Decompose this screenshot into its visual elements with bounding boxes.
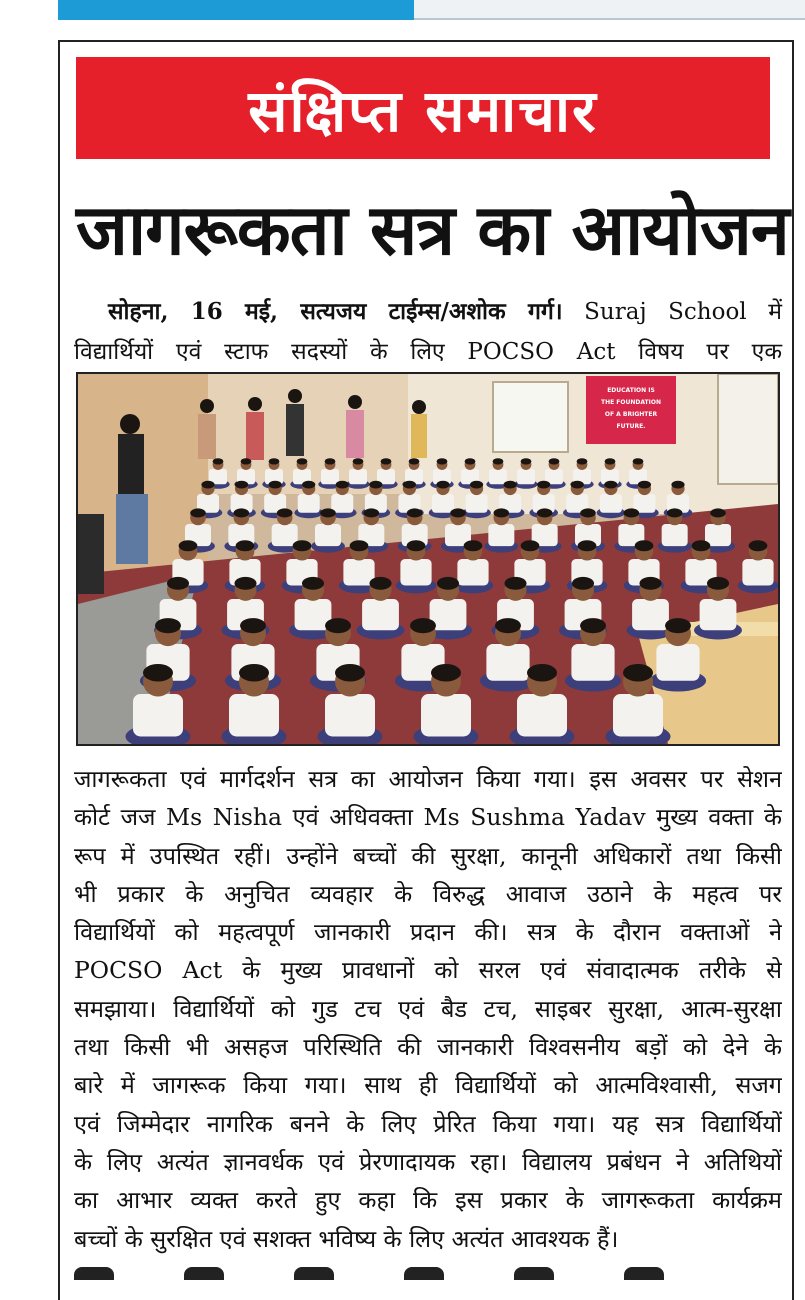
student-hair <box>407 540 426 551</box>
student-shirt <box>362 599 399 630</box>
student-hair <box>571 481 584 489</box>
student-shirt <box>432 494 454 513</box>
student-shirt <box>489 469 507 484</box>
student-shirt <box>742 559 773 586</box>
student-shirt <box>705 524 731 546</box>
student-hair <box>671 481 684 489</box>
poster-line-4: FUTURE. <box>616 423 646 430</box>
article-intro <box>74 292 782 372</box>
student-hair <box>710 508 726 517</box>
student-shirt <box>488 524 514 546</box>
intro-line-1 <box>74 292 782 332</box>
student-hair <box>431 664 461 682</box>
student-hair <box>369 577 391 590</box>
body-line: एवं जिम्मेदार नागरिक बनने के लिए प्रेरित किया गया। यह सत्र विद्यार्थियों <box>74 1109 782 1138</box>
student-hair <box>269 481 282 489</box>
student-shirt <box>466 494 488 513</box>
student-hair <box>521 458 532 464</box>
student-hair <box>325 458 336 464</box>
poster <box>586 376 676 444</box>
student-shirt <box>613 694 663 737</box>
article-body <box>74 760 782 1258</box>
student-hair <box>302 577 324 590</box>
student-hair <box>143 664 173 682</box>
student-shirt <box>272 524 298 546</box>
student-hair <box>409 458 420 464</box>
student-shirt <box>421 694 471 737</box>
student-shirt <box>315 524 341 546</box>
student-hair <box>605 458 616 464</box>
student-hair <box>297 458 308 464</box>
student-hair <box>381 458 392 464</box>
intro-line-1-rest: Suraj School में <box>584 299 782 325</box>
top-color-strip <box>58 0 414 20</box>
student-hair <box>667 508 683 517</box>
top-strip-divider <box>414 18 805 20</box>
student-hair <box>450 508 466 517</box>
student-shirt <box>229 694 279 737</box>
student-hair <box>692 540 711 551</box>
body-line: का आभार व्यक्त करते हुए कहा कि इस प्रकार के जागरूकता कार्यक्रम <box>74 1186 782 1215</box>
student-shirt <box>700 599 737 630</box>
student-hair <box>624 508 640 517</box>
student-hair <box>325 618 351 633</box>
student-hair <box>537 481 550 489</box>
student-hair <box>464 540 483 551</box>
student-hair <box>403 481 416 489</box>
student-shirt <box>321 469 339 484</box>
student-hair <box>577 458 588 464</box>
body-line: भी प्रकार के अनुचित व्यवहार के विरुद्ध आवाज उठाने के महत्व पर <box>74 879 782 908</box>
student-hair <box>527 664 557 682</box>
student-hair <box>201 481 214 489</box>
student-hair <box>353 458 364 464</box>
student-hair <box>707 577 729 590</box>
student-hair <box>336 481 349 489</box>
student-hair <box>241 458 252 464</box>
article-headline: जागरूकता सत्र का आयोजन <box>76 189 789 271</box>
body-line: जागरूकता एवं मार्गदर्शन सत्र का आयोजन किया गया। इस अवसर पर सेशन <box>74 765 782 793</box>
student-hair <box>155 618 181 633</box>
student-hair <box>494 508 510 517</box>
student-hair <box>179 540 198 551</box>
student-hair <box>549 458 560 464</box>
student-hair <box>436 481 449 489</box>
student-hair <box>293 540 312 551</box>
section-banner <box>76 57 770 159</box>
student-hair <box>277 508 293 517</box>
student-hair <box>437 577 459 590</box>
student-shirt <box>457 559 488 586</box>
student-shirt <box>298 494 320 513</box>
student-hair <box>335 664 365 682</box>
student-hair <box>364 508 380 517</box>
body-line: तथा किसी भी असहज परिस्थिति की जानकारी विश्वसनीय बड़ों को देने के <box>74 1033 782 1062</box>
student-hair <box>407 508 423 517</box>
poster-line-3: OF A BRIGHTER <box>604 411 658 418</box>
student-hair <box>493 458 504 464</box>
student-hair <box>578 540 597 551</box>
student-hair <box>623 664 653 682</box>
top-light-strip <box>414 0 805 20</box>
student-shirt <box>517 694 567 737</box>
student-hair <box>572 577 594 590</box>
banner-title: संक्षिप्त समाचार <box>248 76 598 145</box>
student-hair <box>236 540 255 551</box>
student-hair <box>504 577 526 590</box>
student-shirt <box>662 524 688 546</box>
student-hair <box>167 577 189 590</box>
body-line: बारे में जागरूक किया गया। साथ ही विद्यार्थियों को आत्मविश्वासी, सजग <box>74 1071 782 1100</box>
student-shirt <box>600 494 622 513</box>
body-line: समझाया। विद्यार्थियों को गुड टच एवं बैड टच, साइबर सुरक्षा, आत्म-सुरक्षा <box>74 994 782 1023</box>
student-hair <box>665 618 691 633</box>
student-hair <box>234 577 256 590</box>
student-hair <box>410 618 436 633</box>
student-hair <box>633 458 644 464</box>
student-shirt <box>133 694 183 737</box>
body-line: विद्यार्थियों को महत्वपूर्ण जानकारी प्रदान की। सत्र के दौरान वक्ताओं ने <box>74 918 782 947</box>
student-hair <box>240 618 266 633</box>
student-hair <box>213 458 224 464</box>
byline: सोहना, 16 मई, सत्यजय टाईम्स/अशोक गर्ग। <box>108 298 563 325</box>
student-shirt <box>349 469 367 484</box>
body-line: बच्चों के सुरक्षित एवं सशक्त भविष्य के लिए अत्यंत आवश्यक हैं। <box>74 1224 619 1253</box>
body-line: कोर्ट जज Ms Nisha एवं अधिवक्ता Ms Sushma Yadav मुख्य वक्ता के <box>74 803 782 832</box>
student-shirt <box>656 644 699 681</box>
student-hair <box>521 540 540 551</box>
student-hair <box>580 618 606 633</box>
student-hair <box>537 508 553 517</box>
student-hair <box>604 481 617 489</box>
student-hair <box>235 481 248 489</box>
classroom-photo-illustration <box>78 374 778 744</box>
poster-line-1: EDUCATION IS <box>607 387 655 394</box>
intro-line-2: विद्यार्थियों एवं स्टाफ सदस्यों के लिए POCSO Act विषय पर एक <box>74 339 782 365</box>
student-hair <box>350 540 369 551</box>
student-shirt <box>632 599 669 630</box>
student-hair <box>635 540 654 551</box>
next-article-cutoff <box>74 1266 782 1280</box>
student-hair <box>470 481 483 489</box>
student-hair <box>239 664 269 682</box>
student-hair <box>495 618 521 633</box>
student-shirt <box>571 644 614 681</box>
body-line: POCSO Act के मुख्य प्रावधानों को सरल एवं संवादात्मक तरीके से <box>74 956 782 985</box>
student-hair <box>234 508 250 517</box>
student-shirt <box>400 559 431 586</box>
poster-line-2: THE FOUNDATION <box>601 399 661 406</box>
classroom-photo <box>76 372 780 746</box>
student-hair <box>465 458 476 464</box>
student-hair <box>504 481 517 489</box>
student-hair <box>369 481 382 489</box>
student-hair <box>320 508 336 517</box>
body-line: के लिए अत्यंत ज्ञानवर्धक एवं प्रेरणादायक रहा। विद्यालय प्रबंधन ने अतिथियों <box>74 1147 782 1176</box>
student-hair <box>190 508 206 517</box>
student-shirt <box>331 494 353 513</box>
student-hair <box>269 458 280 464</box>
student-hair <box>639 577 661 590</box>
student-hair <box>749 540 768 551</box>
student-shirt <box>486 644 529 681</box>
body-line: रूप में उपस्थित रहीं। उन्होंने बच्चों की सुरक्षा, कानूनी अधिकारों तथा किसी <box>74 841 782 870</box>
student-hair <box>638 481 651 489</box>
student-hair <box>302 481 315 489</box>
student-shirt <box>325 694 375 737</box>
student-hair <box>437 458 448 464</box>
student-shirt <box>517 469 535 484</box>
student-hair <box>580 508 596 517</box>
